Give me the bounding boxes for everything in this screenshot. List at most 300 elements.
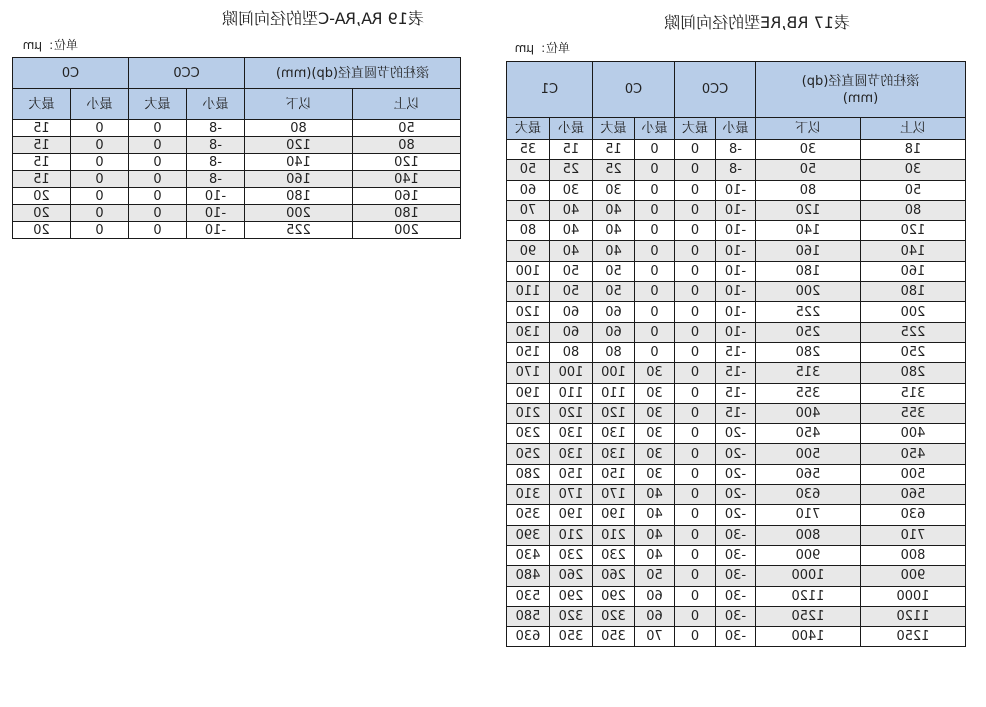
table-cell: -10 bbox=[716, 200, 756, 220]
table-cell: -10 bbox=[187, 222, 245, 239]
table-cell: 110 bbox=[549, 383, 592, 403]
table-cell: 0 bbox=[675, 566, 716, 586]
table-cell: -30 bbox=[716, 627, 756, 647]
table-cell: 170 bbox=[549, 485, 592, 505]
table-cell: 120 bbox=[861, 221, 966, 241]
table-cell: 180 bbox=[353, 205, 461, 222]
table-cell: 160 bbox=[861, 261, 966, 281]
table-cell: 1120 bbox=[756, 586, 861, 606]
table-cell: 160 bbox=[756, 241, 861, 261]
table-cell: 120 bbox=[245, 137, 353, 154]
table-cell: 120 bbox=[756, 200, 861, 220]
table-cell: 40 bbox=[592, 221, 634, 241]
table-cell: 0 bbox=[71, 222, 129, 239]
t17-sub-max: 最大 bbox=[675, 118, 716, 140]
table-cell: 0 bbox=[675, 363, 716, 383]
table-cell: -20 bbox=[716, 444, 756, 464]
table-cell: 280 bbox=[861, 363, 966, 383]
table-row bbox=[506, 140, 965, 160]
table-cell: 1000 bbox=[861, 586, 966, 606]
t17-header-c1: C1 bbox=[506, 62, 592, 118]
table-cell: 50 bbox=[506, 160, 549, 180]
table-cell: 120 bbox=[549, 403, 592, 423]
table-cell: 0 bbox=[71, 154, 129, 171]
table-cell: 60 bbox=[592, 302, 634, 322]
table-cell: 210 bbox=[549, 525, 592, 545]
table-cell: 190 bbox=[592, 505, 634, 525]
t17-sub-min: 最小 bbox=[716, 118, 756, 140]
table-row bbox=[506, 322, 965, 342]
table-cell: 80 bbox=[353, 137, 461, 154]
table-cell: 80 bbox=[756, 180, 861, 200]
table-cell: 15 bbox=[12, 171, 70, 188]
table-cell: 280 bbox=[506, 464, 549, 484]
table-cell: 0 bbox=[71, 137, 129, 154]
table-row bbox=[506, 342, 965, 362]
table-cell: 290 bbox=[549, 586, 592, 606]
table-cell: 350 bbox=[506, 505, 549, 525]
table-cell: 250 bbox=[861, 342, 966, 362]
table-cell: 60 bbox=[635, 586, 675, 606]
table-cell: 0 bbox=[675, 485, 716, 505]
table-cell: 0 bbox=[635, 302, 675, 322]
table-cell: 150 bbox=[549, 464, 592, 484]
table-cell: 1120 bbox=[861, 606, 966, 626]
table-cell: 0 bbox=[675, 586, 716, 606]
table-cell: 0 bbox=[675, 180, 716, 200]
table-row bbox=[506, 241, 965, 261]
table-cell: 250 bbox=[506, 444, 549, 464]
table-cell: 40 bbox=[635, 485, 675, 505]
table-cell: 530 bbox=[506, 586, 549, 606]
table-cell: 0 bbox=[675, 302, 716, 322]
table-cell: 210 bbox=[506, 403, 549, 423]
table-cell: 60 bbox=[635, 606, 675, 626]
t19-sub-over: 以上 bbox=[353, 89, 461, 120]
table-cell: 630 bbox=[861, 505, 966, 525]
table-cell: -30 bbox=[716, 525, 756, 545]
t17-header-diameter bbox=[756, 62, 966, 118]
table-cell: 0 bbox=[675, 160, 716, 180]
table-cell: 70 bbox=[635, 627, 675, 647]
table-cell: 120 bbox=[353, 154, 461, 171]
table-cell: 50 bbox=[549, 261, 592, 281]
table-cell: 190 bbox=[549, 505, 592, 525]
table-row bbox=[506, 525, 965, 545]
table-cell: 15 bbox=[592, 140, 634, 160]
t19-sub-min: 最小 bbox=[187, 89, 245, 120]
table-cell: -15 bbox=[716, 342, 756, 362]
table-cell: 80 bbox=[245, 120, 353, 137]
table-cell: 200 bbox=[861, 302, 966, 322]
table-cell: 150 bbox=[592, 464, 634, 484]
table-cell: 225 bbox=[245, 222, 353, 239]
table-cell: 30 bbox=[635, 444, 675, 464]
table-cell: 230 bbox=[549, 545, 592, 565]
table-cell: 710 bbox=[861, 525, 966, 545]
table-cell: 80 bbox=[506, 221, 549, 241]
table-cell: 180 bbox=[245, 188, 353, 205]
table-cell: 130 bbox=[592, 444, 634, 464]
table-cell: 630 bbox=[506, 627, 549, 647]
table-cell: -8 bbox=[716, 140, 756, 160]
table-cell: 0 bbox=[675, 606, 716, 626]
table-cell: -8 bbox=[187, 154, 245, 171]
table-cell: 30 bbox=[635, 424, 675, 444]
table-cell: 30 bbox=[861, 160, 966, 180]
table-cell: -8 bbox=[187, 120, 245, 137]
table-cell: 355 bbox=[756, 383, 861, 403]
table-row bbox=[506, 566, 965, 586]
table-cell: 15 bbox=[12, 137, 70, 154]
table-17-body bbox=[506, 140, 965, 647]
table-cell: 315 bbox=[861, 383, 966, 403]
table-cell: -20 bbox=[716, 464, 756, 484]
table-cell: 20 bbox=[12, 222, 70, 239]
t17-sub-min: 最小 bbox=[635, 118, 675, 140]
t17-header-diameter-unit: (mm) bbox=[842, 90, 879, 106]
table-cell: 40 bbox=[635, 545, 675, 565]
table-cell: 450 bbox=[756, 424, 861, 444]
t19-sub-max: 最大 bbox=[129, 89, 187, 120]
table-cell: 800 bbox=[861, 545, 966, 565]
table-cell: 0 bbox=[71, 188, 129, 205]
table-cell: 120 bbox=[506, 302, 549, 322]
t19-header-diameter: 滚柱的节圆直径(dp)(mm) bbox=[245, 58, 461, 89]
table-cell: 500 bbox=[756, 444, 861, 464]
table-row bbox=[506, 403, 965, 423]
table-cell: 0 bbox=[71, 120, 129, 137]
t19-header-cc0: CC0 bbox=[129, 58, 245, 89]
table-row bbox=[506, 302, 965, 322]
table-cell: 500 bbox=[861, 464, 966, 484]
table-cell: 70 bbox=[506, 200, 549, 220]
table-cell: -10 bbox=[716, 302, 756, 322]
table-cell: 30 bbox=[549, 180, 592, 200]
table-cell: 0 bbox=[129, 137, 187, 154]
t19-sub-max: 最大 bbox=[12, 89, 70, 120]
table-cell: 25 bbox=[549, 160, 592, 180]
table-cell: -20 bbox=[716, 485, 756, 505]
table-cell: -10 bbox=[187, 188, 245, 205]
table-cell: 0 bbox=[675, 140, 716, 160]
table-cell: 320 bbox=[549, 606, 592, 626]
table-cell: 150 bbox=[506, 342, 549, 362]
table-cell: 50 bbox=[353, 120, 461, 137]
table-cell: 800 bbox=[756, 525, 861, 545]
table-cell: 0 bbox=[675, 464, 716, 484]
table-row bbox=[12, 171, 460, 188]
table-row bbox=[12, 205, 460, 222]
table-cell: 630 bbox=[756, 485, 861, 505]
table-cell: 0 bbox=[635, 180, 675, 200]
table-cell: 0 bbox=[675, 241, 716, 261]
table-cell: -30 bbox=[716, 606, 756, 626]
table-cell: 230 bbox=[592, 545, 634, 565]
table-cell: 1250 bbox=[861, 627, 966, 647]
table-cell: 140 bbox=[861, 241, 966, 261]
table-cell: 0 bbox=[129, 205, 187, 222]
table-cell: 290 bbox=[592, 586, 634, 606]
table-cell: 315 bbox=[756, 363, 861, 383]
table-cell: 710 bbox=[756, 505, 861, 525]
table-row bbox=[12, 120, 460, 137]
table-cell: 40 bbox=[635, 505, 675, 525]
table-cell: 130 bbox=[506, 322, 549, 342]
table-cell: -30 bbox=[716, 566, 756, 586]
table-cell: 0 bbox=[635, 282, 675, 302]
table-cell: 0 bbox=[635, 261, 675, 281]
table-cell: 0 bbox=[675, 627, 716, 647]
table-row bbox=[506, 444, 965, 464]
table-cell: 180 bbox=[861, 282, 966, 302]
table-cell: 50 bbox=[756, 160, 861, 180]
table-cell: -20 bbox=[716, 424, 756, 444]
table-cell: 0 bbox=[635, 322, 675, 342]
table-row bbox=[506, 383, 965, 403]
table-cell: 30 bbox=[756, 140, 861, 160]
table-cell: 30 bbox=[635, 464, 675, 484]
table-cell: 120 bbox=[592, 403, 634, 423]
table-cell: 25 bbox=[592, 160, 634, 180]
table-row bbox=[506, 261, 965, 281]
table-cell: -10 bbox=[716, 221, 756, 241]
table-cell: 225 bbox=[861, 322, 966, 342]
table-cell: 310 bbox=[506, 485, 549, 505]
table-cell: 0 bbox=[675, 444, 716, 464]
table-row bbox=[506, 464, 965, 484]
table-cell: 355 bbox=[861, 403, 966, 423]
table-cell: 60 bbox=[506, 180, 549, 200]
table-row bbox=[506, 505, 965, 525]
table-cell: 350 bbox=[592, 627, 634, 647]
table-cell: 60 bbox=[592, 322, 634, 342]
table-cell: 0 bbox=[635, 200, 675, 220]
table-cell: 0 bbox=[129, 222, 187, 239]
table-17-unit: 单位：μm bbox=[514, 41, 570, 55]
table-cell: 170 bbox=[506, 363, 549, 383]
table-cell: 0 bbox=[675, 200, 716, 220]
table-row bbox=[506, 424, 965, 444]
table-cell: 0 bbox=[129, 154, 187, 171]
table-17 bbox=[506, 61, 966, 647]
table-cell: 0 bbox=[675, 322, 716, 342]
table-cell: -10 bbox=[716, 322, 756, 342]
table-cell: 30 bbox=[592, 180, 634, 200]
table-cell: 50 bbox=[549, 282, 592, 302]
table-cell: -8 bbox=[716, 160, 756, 180]
table-cell: 400 bbox=[861, 424, 966, 444]
table-cell: 40 bbox=[592, 241, 634, 261]
table-cell: 18 bbox=[861, 140, 966, 160]
table-cell: 0 bbox=[129, 120, 187, 137]
table-cell: 140 bbox=[353, 171, 461, 188]
table-cell: 0 bbox=[635, 221, 675, 241]
table-cell: 50 bbox=[861, 180, 966, 200]
table-cell: 0 bbox=[675, 505, 716, 525]
table-row bbox=[506, 627, 965, 647]
table-cell: 1400 bbox=[756, 627, 861, 647]
table-cell: 80 bbox=[549, 342, 592, 362]
table-cell: 0 bbox=[129, 171, 187, 188]
table-cell: 450 bbox=[861, 444, 966, 464]
table-cell: -30 bbox=[716, 545, 756, 565]
table-cell: -8 bbox=[187, 171, 245, 188]
table-cell: 130 bbox=[549, 424, 592, 444]
table-cell: 560 bbox=[861, 485, 966, 505]
table-cell: 160 bbox=[353, 188, 461, 205]
table-row bbox=[12, 188, 460, 205]
table-cell: 100 bbox=[549, 363, 592, 383]
table-cell: -8 bbox=[187, 137, 245, 154]
table-cell: 580 bbox=[506, 606, 549, 626]
table-cell: 30 bbox=[635, 383, 675, 403]
table-row bbox=[506, 282, 965, 302]
table-cell: 60 bbox=[549, 302, 592, 322]
table-17-title: 表17 RB,RE型的径向间隙 bbox=[664, 13, 850, 32]
table-cell: 160 bbox=[245, 171, 353, 188]
table-cell: 100 bbox=[506, 261, 549, 281]
table-cell: 0 bbox=[675, 403, 716, 423]
table-cell: 900 bbox=[861, 566, 966, 586]
table-row bbox=[12, 222, 460, 239]
table-cell: 130 bbox=[592, 424, 634, 444]
t17-sub-over: 以上 bbox=[861, 118, 966, 140]
t19-sub-min: 最小 bbox=[71, 89, 129, 120]
table-cell: 0 bbox=[675, 342, 716, 362]
table-cell: 0 bbox=[71, 205, 129, 222]
table-cell: 190 bbox=[506, 383, 549, 403]
table-19-unit: 单位：μm bbox=[22, 38, 78, 52]
table-19 bbox=[12, 57, 461, 239]
table-cell: 0 bbox=[129, 188, 187, 205]
table-cell: 260 bbox=[549, 566, 592, 586]
t17-sub-max: 最大 bbox=[592, 118, 634, 140]
table-cell: -30 bbox=[716, 586, 756, 606]
table-row bbox=[506, 363, 965, 383]
table-cell: 560 bbox=[756, 464, 861, 484]
table-cell: 50 bbox=[635, 566, 675, 586]
table-cell: 0 bbox=[635, 160, 675, 180]
table-cell: 900 bbox=[756, 545, 861, 565]
table-cell: 225 bbox=[756, 302, 861, 322]
table-cell: 40 bbox=[549, 241, 592, 261]
table-cell: 40 bbox=[592, 200, 634, 220]
table-row bbox=[12, 137, 460, 154]
table-cell: 0 bbox=[675, 545, 716, 565]
table-cell: 130 bbox=[549, 444, 592, 464]
table-row bbox=[506, 545, 965, 565]
table-cell: 20 bbox=[12, 188, 70, 205]
table-cell: -10 bbox=[716, 180, 756, 200]
table-cell: 0 bbox=[71, 171, 129, 188]
table-cell: 50 bbox=[592, 282, 634, 302]
table-cell: 0 bbox=[675, 424, 716, 444]
table-cell: 140 bbox=[756, 221, 861, 241]
table-cell: 40 bbox=[549, 200, 592, 220]
table-cell: 20 bbox=[12, 205, 70, 222]
table-cell: -10 bbox=[716, 241, 756, 261]
table-cell: 430 bbox=[506, 545, 549, 565]
table-cell: -10 bbox=[716, 261, 756, 281]
table-cell: 40 bbox=[635, 525, 675, 545]
table-cell: 40 bbox=[549, 221, 592, 241]
table-row bbox=[506, 160, 965, 180]
table-cell: 210 bbox=[592, 525, 634, 545]
t17-header-cc0: CC0 bbox=[675, 62, 756, 118]
t17-sub-max: 最大 bbox=[506, 118, 549, 140]
table-cell: 200 bbox=[756, 282, 861, 302]
table-cell: 0 bbox=[675, 261, 716, 281]
table-cell: 250 bbox=[756, 322, 861, 342]
table-cell: 0 bbox=[635, 342, 675, 362]
table-row bbox=[12, 154, 460, 171]
table-cell: 0 bbox=[675, 383, 716, 403]
table-cell: 140 bbox=[245, 154, 353, 171]
table-cell: 260 bbox=[592, 566, 634, 586]
table-cell: 350 bbox=[549, 627, 592, 647]
table-row bbox=[506, 200, 965, 220]
table-cell: 320 bbox=[592, 606, 634, 626]
t17-header-diameter-label: 滚柱的节圆直径(dp) bbox=[801, 73, 920, 89]
table-cell: 15 bbox=[12, 154, 70, 171]
t19-header-c0: C0 bbox=[12, 58, 128, 89]
table-cell: 30 bbox=[635, 363, 675, 383]
table-cell: 90 bbox=[506, 241, 549, 261]
table-cell: -15 bbox=[716, 363, 756, 383]
table-cell: 80 bbox=[592, 342, 634, 362]
table-cell: 0 bbox=[635, 241, 675, 261]
table-cell: -10 bbox=[716, 282, 756, 302]
table-cell: 280 bbox=[756, 342, 861, 362]
table-row bbox=[506, 485, 965, 505]
table-cell: 390 bbox=[506, 525, 549, 545]
table-cell: 15 bbox=[549, 140, 592, 160]
table-cell: 50 bbox=[592, 261, 634, 281]
table-cell: 200 bbox=[353, 222, 461, 239]
table-cell: 1250 bbox=[756, 606, 861, 626]
table-cell: 400 bbox=[756, 403, 861, 423]
table-cell: 110 bbox=[506, 282, 549, 302]
table-row bbox=[506, 606, 965, 626]
table-cell: -15 bbox=[716, 383, 756, 403]
t17-sub-min: 最小 bbox=[549, 118, 592, 140]
t17-sub-under: 以下 bbox=[756, 118, 861, 140]
t17-header-c0: C0 bbox=[592, 62, 674, 118]
table-cell: 1000 bbox=[756, 566, 861, 586]
table-cell: 0 bbox=[675, 221, 716, 241]
table-row bbox=[506, 180, 965, 200]
table-cell: 170 bbox=[592, 485, 634, 505]
table-cell: 60 bbox=[549, 322, 592, 342]
table-cell: 30 bbox=[635, 403, 675, 423]
table-cell: 0 bbox=[675, 525, 716, 545]
table-row bbox=[506, 586, 965, 606]
table-cell: -15 bbox=[716, 403, 756, 423]
table-cell: 35 bbox=[506, 140, 549, 160]
table-cell: -10 bbox=[187, 205, 245, 222]
table-cell: 0 bbox=[635, 140, 675, 160]
table-cell: 230 bbox=[506, 424, 549, 444]
table-cell: 180 bbox=[756, 261, 861, 281]
table-19-title: 表19 RA,RA-C型的径向间隙 bbox=[222, 9, 424, 28]
table-cell: 100 bbox=[592, 363, 634, 383]
table-cell: 110 bbox=[592, 383, 634, 403]
table-cell: 200 bbox=[245, 205, 353, 222]
table-cell: 480 bbox=[506, 566, 549, 586]
table-row bbox=[506, 221, 965, 241]
table-19-body bbox=[12, 120, 460, 239]
